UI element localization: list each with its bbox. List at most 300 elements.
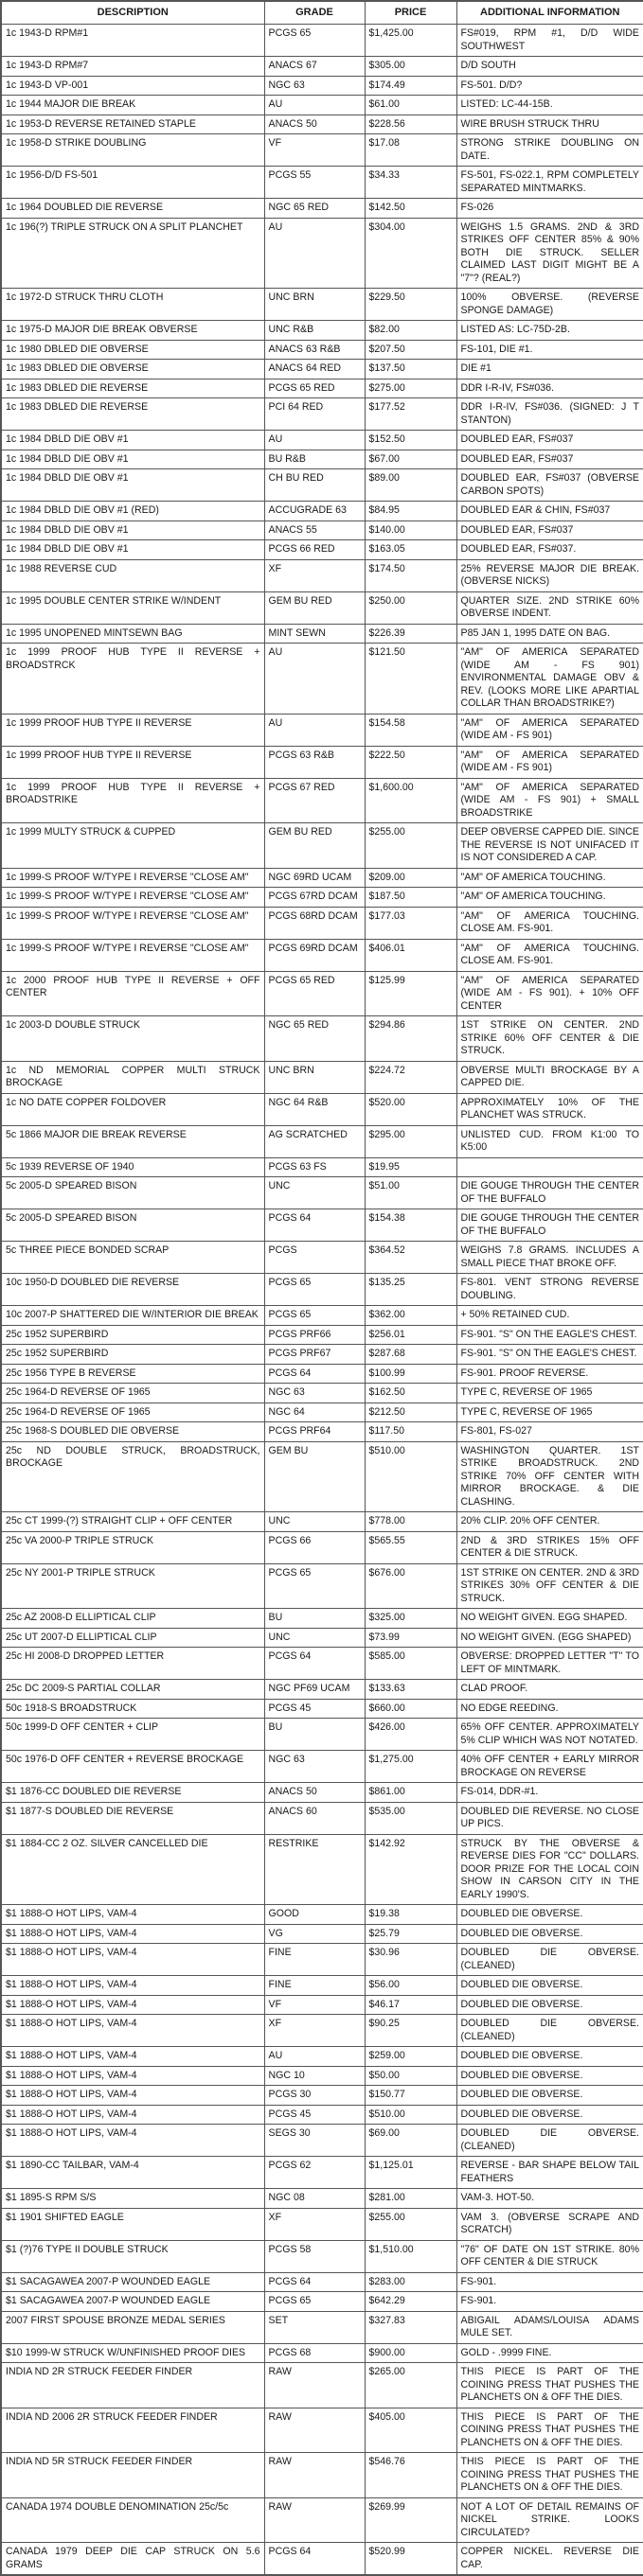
cell-grade: UNC BRN	[264, 289, 365, 321]
table-row	[1, 1345, 643, 1365]
table-row	[1, 778, 643, 823]
cell-additional-information: WEIGHS 1.5 GRAMS. 2ND & 3RD STRIKES OFF CENTER 85% & 90% BOTH DIE STRUCK. SELLER CLAIMED LAST DIGIT MIGHT BE A "7"? (REAL?)	[456, 218, 643, 289]
cell-description: 1c 1999 PROOF HUB TYPE II REVERSE	[1, 714, 264, 746]
cell-additional-information: DOUBLED DIE OBVERSE. (CLEANED)	[456, 1944, 643, 1976]
cell-grade: PCGS	[264, 1242, 365, 1274]
cell-grade: BU R&B	[264, 450, 365, 469]
table-row	[1, 746, 643, 778]
cell-grade: PCGS 65	[264, 1306, 365, 1326]
cell-additional-information: P85 JAN 1, 1995 DATE ON BAG.	[456, 624, 643, 644]
cell-grade: PCGS 63 R&B	[264, 746, 365, 778]
header-row	[1, 1, 643, 25]
cell-additional-information: DDR I-R-IV, FS#036.	[456, 379, 643, 398]
cell-price: $89.00	[365, 469, 456, 502]
cell-price: $177.03	[365, 907, 456, 939]
cell-price: $82.00	[365, 321, 456, 341]
cell-additional-information: NO EDGE REEDING.	[456, 1699, 643, 1719]
table-row	[1, 1209, 643, 1242]
cell-price: $256.01	[365, 1325, 456, 1345]
cell-price: $209.00	[365, 868, 456, 888]
cell-additional-information: DOUBLED EAR & CHIN, FS#037	[456, 502, 643, 521]
cell-grade: RAW	[264, 2363, 365, 2408]
cell-grade: FINE	[264, 1976, 365, 1996]
cell-description: $1 1888-O HOT LIPS, VAM-4	[1, 2125, 264, 2157]
cell-additional-information: "AM" OF AMERICA TOUCHING.	[456, 868, 643, 888]
table-row	[1, 2189, 643, 2209]
cell-price: $212.50	[365, 1403, 456, 1422]
cell-price: $50.00	[365, 2066, 456, 2086]
cell-price: $25.79	[365, 1924, 456, 1944]
cell-additional-information: NO WEIGHT GIVEN. (EGG SHAPED)	[456, 1628, 643, 1648]
table-row	[1, 1783, 643, 1803]
cell-price: $177.52	[365, 398, 456, 431]
cell-grade: ANACS 50	[264, 1783, 365, 1803]
cell-price: $222.50	[365, 746, 456, 778]
cell-price: $778.00	[365, 1512, 456, 1532]
table-row	[1, 1364, 643, 1384]
cell-price: $34.33	[365, 167, 456, 199]
cell-grade: PCGS 65	[264, 25, 365, 57]
cell-additional-information: CLAD PROOF.	[456, 1680, 643, 1700]
cell-description: 1c 1988 REVERSE CUD	[1, 559, 264, 591]
cell-grade: SET	[264, 2311, 365, 2343]
cell-price: $142.50	[365, 199, 456, 219]
cell-additional-information: NO WEIGHT GIVEN. EGG SHAPED.	[456, 1609, 643, 1629]
cell-price: $135.25	[365, 1274, 456, 1306]
cell-price: $1,425.00	[365, 25, 456, 57]
cell-description: 25c 1952 SUPERBIRD	[1, 1325, 264, 1345]
cell-additional-information: 2ND & 3RD STRIKES 15% OFF CENTER & DIE STRUCK.	[456, 1531, 643, 1563]
cell-price: $535.00	[365, 1802, 456, 1834]
cell-grade: UNC R&B	[264, 321, 365, 341]
cell-additional-information: DEEP OBVERSE CAPPED DIE. SINCE THE REVERSE IS NOT UNIFACED IT IS NOT CONSIDERED A CAP.	[456, 823, 643, 869]
cell-grade: NGC 65 RED	[264, 1016, 365, 1062]
cell-description: 1c 1980 DBLED DIE OBVERSE	[1, 340, 264, 360]
cell-price: $56.00	[365, 1976, 456, 1996]
cell-description: 1c 1943-D RPM#1	[1, 25, 264, 57]
table-row	[1, 1325, 643, 1345]
cell-additional-information: "AM" OF AMERICA TOUCHING.	[456, 888, 643, 908]
cell-grade: BU	[264, 1719, 365, 1751]
cell-price: $546.76	[365, 2453, 456, 2498]
cell-grade: NGC 64 R&B	[264, 1093, 365, 1125]
cell-description: 25c 1964-D REVERSE OF 1965	[1, 1403, 264, 1422]
cell-additional-information: FS-014, DDR-#1.	[456, 1783, 643, 1803]
cell-grade: NGC 08	[264, 2189, 365, 2209]
cell-price: $163.05	[365, 540, 456, 560]
cell-description: 50c 1918-S BROADSTRUCK	[1, 1699, 264, 1719]
cell-additional-information: VAM-3. HOT-50.	[456, 2189, 643, 2209]
cell-additional-information: OBVERSE MULTI BROCKAGE BY A CAPPED DIE.	[456, 1061, 643, 1093]
cell-description: 1c 1999 MULTY STRUCK & CUPPED	[1, 823, 264, 869]
cell-additional-information: TYPE C, REVERSE OF 1965	[456, 1403, 643, 1422]
cell-additional-information: 1ST STRIKE ON CENTER. 2ND STRIKE 60% OFF CENTER & DIE STRUCK.	[456, 1016, 643, 1062]
cell-description: INDIA ND 2R STRUCK FEEDER FINDER	[1, 2363, 264, 2408]
cell-grade: XF	[264, 2208, 365, 2240]
cell-price: $67.00	[365, 450, 456, 469]
cell-description: $1 1888-O HOT LIPS, VAM-4	[1, 2066, 264, 2086]
cell-grade: PCGS 68	[264, 2343, 365, 2363]
table-row	[1, 502, 643, 521]
cell-additional-information: 20% CLIP. 20% OFF CENTER.	[456, 1512, 643, 1532]
table-row	[1, 398, 643, 431]
table-row	[1, 2292, 643, 2312]
table-row	[1, 644, 643, 715]
cell-additional-information: DOUBLED DIE REVERSE. NO CLOSE UP PICS.	[456, 1802, 643, 1834]
cell-price: $69.00	[365, 2125, 456, 2157]
cell-price: $362.00	[365, 1306, 456, 1326]
cell-grade: GOOD	[264, 1905, 365, 1925]
cell-additional-information: D/D SOUTH	[456, 57, 643, 77]
cell-description: 1c 1999-S PROOF W/TYPE I REVERSE "CLOSE AM"	[1, 888, 264, 908]
cell-price: $100.99	[365, 1364, 456, 1384]
cell-grade: MINT SEWN	[264, 624, 365, 644]
cell-price: $1,600.00	[365, 778, 456, 823]
cell-price: $228.56	[365, 115, 456, 134]
cell-price: $520.99	[365, 2543, 456, 2576]
cell-description: 25c HI 2008-D DROPPED LETTER	[1, 1648, 264, 1680]
cell-grade: GEM BU	[264, 1441, 365, 1512]
cell-grade: PCGS 69RD DCAM	[264, 939, 365, 971]
cell-description: $1 1895-S RPM S/S	[1, 2189, 264, 2209]
cell-price: $305.00	[365, 57, 456, 77]
table-row	[1, 2105, 643, 2125]
cell-grade: PCGS 67 RED	[264, 778, 365, 823]
cell-grade: NGC 63	[264, 1384, 365, 1403]
cell-grade: PCGS 64	[264, 1209, 365, 1242]
cell-price: $364.52	[365, 1242, 456, 1274]
table-row	[1, 1422, 643, 1442]
table-row	[1, 1924, 643, 1944]
cell-price: $250.00	[365, 591, 456, 624]
table-row	[1, 218, 643, 289]
cell-additional-information: FS-901. "S" ON THE EAGLE'S CHEST.	[456, 1345, 643, 1365]
cell-grade: NGC 10	[264, 2066, 365, 2086]
cell-description: 1c 1999-S PROOF W/TYPE I REVERSE "CLOSE AM"	[1, 868, 264, 888]
table-row	[1, 1699, 643, 1719]
cell-description: 1c 1964 DOUBLED DIE REVERSE	[1, 199, 264, 219]
cell-additional-information: FS-026	[456, 199, 643, 219]
cell-description: 1c NO DATE COPPER FOLDOVER	[1, 1093, 264, 1125]
cell-description: $1 (?)76 TYPE II DOUBLE STRUCK	[1, 2240, 264, 2272]
cell-description: 25c VA 2000-P TRIPLE STRUCK	[1, 1531, 264, 1563]
cell-additional-information: UNLISTED CUD. FROM K1:00 TO K5:00	[456, 1125, 643, 1157]
cell-description: 50c 1976-D OFF CENTER + REVERSE BROCKAGE	[1, 1751, 264, 1783]
cell-description: 1c 2000 PROOF HUB TYPE II REVERSE + OFF CENTER	[1, 971, 264, 1016]
cell-additional-information: FS-901.	[456, 2272, 643, 2292]
cell-additional-information: DOUBLED EAR, FS#037	[456, 431, 643, 450]
cell-additional-information: APPROXIMATELY 10% OF THE PLANCHET WAS STRUCK.	[456, 1093, 643, 1125]
cell-additional-information: "AM" OF AMERICA SEPARATED (WIDE AM - FS 901) ENVIRONMENTAL DAMAGE OBV & REV. (LOOKS MORE LIKE APARTIAL COLLAR THAN BROADSTRIKE?)	[456, 644, 643, 715]
cell-additional-information: 1ST STRIKE ON CENTER. 2ND & 3RD STRIKES 30% OFF CENTER & DIE STRUCK.	[456, 1563, 643, 1609]
cell-description: 1c 1984 DBLD DIE OBV #1 (RED)	[1, 502, 264, 521]
table-row	[1, 57, 643, 77]
cell-description: $1 1888-O HOT LIPS, VAM-4	[1, 1944, 264, 1976]
cell-description: 1c 1999-S PROOF W/TYPE I REVERSE "CLOSE AM"	[1, 907, 264, 939]
cell-grade: PCGS 55	[264, 167, 365, 199]
cell-description: 10c 2007-P SHATTERED DIE W/INTERIOR DIE BREAK	[1, 1306, 264, 1326]
table-row	[1, 624, 643, 644]
cell-price: $304.00	[365, 218, 456, 289]
header-additional-information: ADDITIONAL INFORMATION	[456, 1, 643, 25]
table-row	[1, 907, 643, 939]
cell-description: INDIA ND 5R STRUCK FEEDER FINDER	[1, 2453, 264, 2498]
table-row	[1, 2343, 643, 2363]
cell-grade: PCGS 64	[264, 2543, 365, 2576]
cell-description: 25c DC 2009-S PARTIAL COLLAR	[1, 1680, 264, 1700]
cell-price: $133.63	[365, 1680, 456, 1700]
cell-grade: AU	[264, 714, 365, 746]
cell-description: 5c 1939 REVERSE OF 1940	[1, 1157, 264, 1177]
cell-description: INDIA ND 2006 2R STRUCK FEEDER FINDER	[1, 2408, 264, 2453]
cell-grade: RAW	[264, 2408, 365, 2453]
cell-grade: RAW	[264, 2453, 365, 2498]
table-row	[1, 2066, 643, 2086]
table-row	[1, 1905, 643, 1925]
cell-description: 1c 1953-D REVERSE RETAINED STAPLE	[1, 115, 264, 134]
cell-additional-information: + 50% RETAINED CUD.	[456, 1306, 643, 1326]
table-row	[1, 115, 643, 134]
table-row	[1, 289, 643, 321]
cell-additional-information: GOLD - .9999 FINE.	[456, 2343, 643, 2363]
cell-price: $295.00	[365, 1125, 456, 1157]
table-row	[1, 1016, 643, 1062]
table-row	[1, 2453, 643, 2498]
cell-grade: PCGS 30	[264, 2086, 365, 2106]
cell-additional-information: DOUBLED DIE OBVERSE.	[456, 2105, 643, 2125]
table-row	[1, 167, 643, 199]
table-body	[1, 25, 643, 2576]
table-row	[1, 1976, 643, 1996]
table-row	[1, 450, 643, 469]
cell-grade: PCGS PRF66	[264, 1325, 365, 1345]
table-row	[1, 1403, 643, 1422]
cell-description: $1 SACAGAWEA 2007-P WOUNDED EAGLE	[1, 2272, 264, 2292]
table-row	[1, 431, 643, 450]
cell-description: 5c 2005-D SPEARED BISON	[1, 1209, 264, 1242]
cell-price: $1,125.01	[365, 2157, 456, 2189]
cell-description: 1c 1984 DBLD DIE OBV #1	[1, 520, 264, 540]
cell-description: 1c ND MEMORIAL COPPER MULTI STRUCK BROCKAGE	[1, 1061, 264, 1093]
table-row	[1, 1648, 643, 1680]
table-row	[1, 2272, 643, 2292]
cell-description: 1c 1999 PROOF HUB TYPE II REVERSE + BROADSTRCK	[1, 644, 264, 715]
cell-grade: UNC BRN	[264, 1061, 365, 1093]
cell-grade: GEM BU RED	[264, 823, 365, 869]
table-row	[1, 2015, 643, 2047]
table-row	[1, 2047, 643, 2067]
cell-additional-information: FS-501. D/D?	[456, 76, 643, 96]
cell-description: $1 1888-O HOT LIPS, VAM-4	[1, 2047, 264, 2067]
cell-price: $152.50	[365, 431, 456, 450]
cell-additional-information: ABIGAIL ADAMS/LOUISA ADAMS MULE SET.	[456, 2311, 643, 2343]
cell-grade: PCI 64 RED	[264, 398, 365, 431]
cell-description: 1c 1995 UNOPENED MINTSEWN BAG	[1, 624, 264, 644]
cell-price: $325.00	[365, 1609, 456, 1629]
cell-price: $255.00	[365, 823, 456, 869]
cell-grade: PCGS 68RD DCAM	[264, 907, 365, 939]
table-row	[1, 2311, 643, 2343]
table-row	[1, 2363, 643, 2408]
table-row	[1, 134, 643, 167]
cell-additional-information: FS#019, RPM #1, D/D WIDE SOUTHWEST	[456, 25, 643, 57]
cell-description: 1c 1943-D RPM#7	[1, 57, 264, 77]
cell-additional-information: "AM" OF AMERICA TOUCHING. CLOSE AM. FS-901.	[456, 939, 643, 971]
cell-price: $30.96	[365, 1944, 456, 1976]
cell-additional-information: OBVERSE: DROPPED LETTER "T" TO LEFT OF MINTMARK.	[456, 1648, 643, 1680]
table-row	[1, 2157, 643, 2189]
cell-additional-information	[456, 1157, 643, 1177]
cell-grade: PCGS 65 RED	[264, 971, 365, 1016]
cell-description: 1c 1984 DBLD DIE OBV #1	[1, 450, 264, 469]
table-row	[1, 559, 643, 591]
table-row	[1, 1995, 643, 2015]
cell-description: 10c 1950-D DOUBLED DIE REVERSE	[1, 1274, 264, 1306]
table-row	[1, 1628, 643, 1648]
cell-description: 1c 1984 DBLD DIE OBV #1	[1, 469, 264, 502]
cell-price: $642.29	[365, 2292, 456, 2312]
header-grade: GRADE	[264, 1, 365, 25]
table-row	[1, 868, 643, 888]
cell-price: $51.00	[365, 1177, 456, 1209]
table-row	[1, 1274, 643, 1306]
cell-additional-information: REVERSE - BAR SHAPE BELOW TAIL FEATHERS	[456, 2157, 643, 2189]
table-row	[1, 199, 643, 219]
cell-additional-information: FS-501, FS-022.1, RPM COMPLETELY SEPARATED MINTMARKS.	[456, 167, 643, 199]
table-row	[1, 1061, 643, 1093]
cell-additional-information: FS-901. PROOF REVERSE.	[456, 1364, 643, 1384]
cell-grade: ANACS 50	[264, 115, 365, 134]
cell-description: 5c THREE PIECE BONDED SCRAP	[1, 1242, 264, 1274]
cell-additional-information: WASHINGTON QUARTER. 1ST STRIKE BROADSTRUCK. 2ND STRIKE 70% OFF CENTER WITH MIRROR BROCKAGE. & DIE CLASHING.	[456, 1441, 643, 1512]
header-description: DESCRIPTION	[1, 1, 264, 25]
cell-additional-information: DOUBLED EAR, FS#037.	[456, 540, 643, 560]
cell-additional-information: NOT A LOT OF DETAIL REMAINS OF NICKEL STRIKE. LOOKS CIRCULATED?	[456, 2497, 643, 2543]
cell-additional-information: 25% REVERSE MAJOR DIE BREAK. (OBVERSE NICKS)	[456, 559, 643, 591]
table-row	[1, 1680, 643, 1700]
cell-description: 1c 1983 DBLED DIE REVERSE	[1, 379, 264, 398]
cell-additional-information: STRUCK BY THE OBVERSE & REVERSE DIES FOR "CC" DOLLARS. DOOR PRIZE FOR THE LOCAL COIN SHOW IN CARSON CITY IN THE EARLY 1990'S.	[456, 1834, 643, 1905]
cell-grade: PCGS 45	[264, 2105, 365, 2125]
cell-grade: PCGS 63 FS	[264, 1157, 365, 1177]
cell-additional-information: DDR I-R-IV, FS#036. (SIGNED: J T STANTON)	[456, 398, 643, 431]
cell-price: $287.68	[365, 1345, 456, 1365]
cell-price: $1,275.00	[365, 1751, 456, 1783]
cell-price: $900.00	[365, 2343, 456, 2363]
table-row	[1, 1751, 643, 1783]
cell-grade: AU	[264, 2047, 365, 2067]
cell-grade: NGC 64	[264, 1403, 365, 1422]
cell-grade: UNC	[264, 1628, 365, 1648]
cell-price: $140.00	[365, 520, 456, 540]
cell-additional-information: DOUBLED DIE OBVERSE.	[456, 2066, 643, 2086]
cell-grade: AG SCRATCHED	[264, 1125, 365, 1157]
table-row	[1, 971, 643, 1016]
cell-additional-information: STRONG STRIKE DOUBLING ON DATE.	[456, 134, 643, 167]
cell-description: $1 1888-O HOT LIPS, VAM-4	[1, 2086, 264, 2106]
table-row	[1, 540, 643, 560]
cell-additional-information: FS-801. VENT STRONG REVERSE DOUBLING.	[456, 1274, 643, 1306]
table-row	[1, 469, 643, 502]
table-row	[1, 2086, 643, 2106]
table-row	[1, 25, 643, 57]
cell-additional-information: QUARTER SIZE. 2ND STRIKE 60% OBVERSE INDENT.	[456, 591, 643, 624]
cell-description: 1c 1999-S PROOF W/TYPE I REVERSE "CLOSE AM"	[1, 939, 264, 971]
cell-additional-information: "AM" OF AMERICA SEPARATED (WIDE AM - FS 901) + SMALL BROADSTRIKE	[456, 778, 643, 823]
cell-additional-information: DOUBLED EAR, FS#037 (OBVERSE CARBON SPOTS)	[456, 469, 643, 502]
cell-grade: PCGS 66 RED	[264, 540, 365, 560]
cell-price: $150.77	[365, 2086, 456, 2106]
cell-description: $1 1888-O HOT LIPS, VAM-4	[1, 2105, 264, 2125]
cell-grade: NGC 65 RED	[264, 199, 365, 219]
cell-price: $327.83	[365, 2311, 456, 2343]
cell-grade: ANACS 64 RED	[264, 360, 365, 379]
cell-price: $585.00	[365, 1648, 456, 1680]
cell-price: $174.49	[365, 76, 456, 96]
cell-price: $224.72	[365, 1061, 456, 1093]
cell-description: 5c 2005-D SPEARED BISON	[1, 1177, 264, 1209]
table-row	[1, 340, 643, 360]
cell-grade: ANACS 55	[264, 520, 365, 540]
cell-description: 1c 1972-D STRUCK THRU CLOTH	[1, 289, 264, 321]
cell-grade: ANACS 67	[264, 57, 365, 77]
cell-additional-information: DOUBLED DIE OBVERSE.	[456, 2086, 643, 2106]
cell-grade: PCGS PRF67	[264, 1345, 365, 1365]
cell-description: 25c 1968-S DOUBLED DIE OBVERSE	[1, 1422, 264, 1442]
cell-additional-information: DOUBLED DIE OBVERSE.	[456, 1924, 643, 1944]
table-row	[1, 591, 643, 624]
cell-grade: AU	[264, 431, 365, 450]
table-row	[1, 1125, 643, 1157]
cell-description: 1c 196(?) TRIPLE STRUCK ON A SPLIT PLANCHET	[1, 218, 264, 289]
cell-price: $17.08	[365, 134, 456, 167]
cell-price: $125.99	[365, 971, 456, 1016]
cell-grade: PCGS 65	[264, 1274, 365, 1306]
cell-grade: NGC 63	[264, 1751, 365, 1783]
cell-description: $10 1999-W STRUCK W/UNFINISHED PROOF DIES	[1, 2343, 264, 2363]
cell-grade: PCGS 65	[264, 1563, 365, 1609]
cell-additional-information: DOUBLED DIE OBVERSE.	[456, 1905, 643, 1925]
cell-grade: PCGS 67RD DCAM	[264, 888, 365, 908]
table-row	[1, 1719, 643, 1751]
cell-additional-information: "AM" OF AMERICA SEPARATED (WIDE AM - FS 901)	[456, 746, 643, 778]
cell-additional-information: DIE GOUGE THROUGH THE CENTER OF THE BUFFALO	[456, 1209, 643, 1242]
cell-description: 1c 1984 DBLD DIE OBV #1	[1, 540, 264, 560]
cell-description: $1 1901 SHIFTED EAGLE	[1, 2208, 264, 2240]
cell-price: $406.01	[365, 939, 456, 971]
cell-additional-information: DOUBLED DIE OBVERSE.	[456, 2047, 643, 2067]
cell-price: $565.55	[365, 1531, 456, 1563]
cell-additional-information: COPPER NICKEL. REVERSE DIE CAP.	[456, 2543, 643, 2576]
cell-description: 25c 1956 TYPE B REVERSE	[1, 1364, 264, 1384]
cell-description: 25c CT 1999-(?) STRAIGHT CLIP + OFF CENTER	[1, 1512, 264, 1532]
cell-additional-information: DOUBLED DIE OBVERSE. (CLEANED)	[456, 2125, 643, 2157]
cell-additional-information: 65% OFF CENTER. APPROXIMATELY 5% CLIP WHICH WAS NOT NOTATED.	[456, 1719, 643, 1751]
cell-description: 25c AZ 2008-D ELLIPTICAL CLIP	[1, 1609, 264, 1629]
cell-description: 25c 1952 SUPERBIRD	[1, 1345, 264, 1365]
cell-price: $510.00	[365, 1441, 456, 1512]
table-row	[1, 96, 643, 115]
cell-description: $1 1877-S DOUBLED DIE REVERSE	[1, 1802, 264, 1834]
table-row	[1, 360, 643, 379]
cell-description: $1 1888-O HOT LIPS, VAM-4	[1, 1905, 264, 1925]
cell-price: $187.50	[365, 888, 456, 908]
cell-description: 25c NY 2001-P TRIPLE STRUCK	[1, 1563, 264, 1609]
cell-description: $1 1888-O HOT LIPS, VAM-4	[1, 1976, 264, 1996]
cell-price: $19.95	[365, 1157, 456, 1177]
cell-price: $294.86	[365, 1016, 456, 1062]
cell-price: $259.00	[365, 2047, 456, 2067]
